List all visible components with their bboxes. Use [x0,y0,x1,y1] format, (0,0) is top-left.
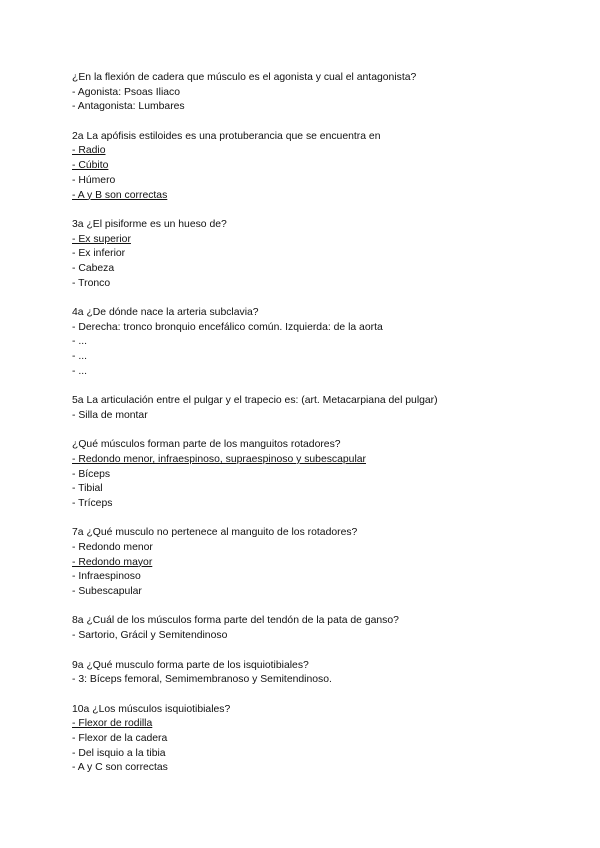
answer-option [72,409,542,424]
answer-option [72,247,542,262]
answer-option-text: - Flexor de la cadera [72,732,168,744]
question-block [72,394,542,423]
answer-option-text: - Antagonista: Lumbares [72,101,185,113]
answer-option [72,262,542,277]
answer-option-marked [72,189,542,204]
answer-option-text: - Húmero [72,174,116,186]
answer-option-text: - Ex inferior [72,248,126,260]
question-block [72,438,542,511]
answer-option-text: - Redondo menor, infraespinoso, supraespinoso y subescapular [72,453,367,465]
question-block [72,306,542,379]
answer-option-text: - Agonista: Psoas Iliaco [72,86,181,98]
answer-option-text: - 3: Bíceps femoral, Semimembranoso y Semitendinoso. [72,674,332,686]
answer-option [72,673,542,688]
answer-option [72,747,542,762]
question-prompt: 10a ¿Los músculos isquiotibiales? [72,703,231,715]
question-block [72,703,542,776]
answer-option-text: - Silla de montar [72,409,148,421]
question-block [72,71,542,115]
answer-option-text: - ... [72,365,88,377]
question-prompt: 4a ¿De dónde nace la arteria subclavia? [72,307,259,318]
question-prompt: 9a ¿Qué musculo forma parte de los isquiotibiales? [72,659,309,671]
answer-option-text: - A y C son correctas [72,762,168,774]
question-prompt: 8a ¿Cuál de los músculos forma parte del tendón de la pata de ganso? [72,615,399,627]
question-prompt: 2a La apófisis estiloides es una protuberancia que se encuentra en [72,130,381,142]
question-prompt: ¿Qué músculos forman parte de los manguitos rotadores? [72,439,341,451]
answer-option [72,482,542,497]
answer-option [72,321,542,336]
answer-option-text: - Cabeza [72,262,115,274]
question-block [72,659,542,688]
question-block [72,218,542,291]
answer-option-text: - Tronco [72,277,111,289]
answer-option [72,732,542,747]
answer-option [72,277,542,292]
question-block [72,526,542,599]
answer-option-text: - Ex superior [72,233,131,245]
answer-option-text: - Del isquio a la tibia [72,747,166,759]
answer-option [72,570,542,585]
answer-option-text: - Flexor de rodilla [72,718,153,730]
answer-option [72,585,542,600]
answer-option-text: - Infraespinoso [72,571,141,583]
question-block [72,130,542,203]
question-prompt: 7a ¿Qué musculo no pertenece al manguito de los rotadores? [72,527,358,539]
question-prompt: 5a La articulación entre el pulgar y el trapecio es: (art. Metacarpiana del pulgar) [72,395,438,407]
answer-option [72,174,542,189]
question-prompt: ¿En la flexión de cadera que músculo es el agonista y cual el antagonista? [72,72,417,83]
answer-option-marked [72,717,542,732]
answer-option [72,350,542,365]
question-prompt: 3a ¿El pisiforme es un hueso de? [72,218,227,230]
answer-option-text: - Derecha: tronco bronquio encefálico común. Izquierda: de la aorta [72,321,383,333]
answer-option [72,761,542,776]
answer-option-marked [72,159,542,174]
answer-option-text: - Redondo mayor [72,556,153,568]
answer-option-text: - A y B son correctas [72,189,168,201]
answer-option-text: - Sartorio, Grácil y Semitendinoso [72,630,228,642]
question-block [72,614,542,643]
answer-option-text: - Tríceps [72,497,113,509]
answer-option [72,497,542,512]
answer-option-text: - Cúbito [72,160,109,172]
answer-option-marked [72,556,542,571]
answer-option-marked [72,453,542,468]
answer-option-text: - ... [72,336,88,348]
document-page [72,71,542,791]
answer-option-text: - Redondo menor [72,542,153,553]
answer-option [72,335,542,350]
answer-option [72,100,542,115]
answer-option [72,86,542,101]
answer-option [72,541,542,556]
answer-option [72,365,542,380]
answer-option-text: - Radio [72,145,106,157]
answer-option-text: - ... [72,351,88,363]
answer-option-text: - Bíceps [72,468,111,480]
answer-option-text: - Tibial [72,483,103,495]
answer-option [72,468,542,483]
answer-option [72,629,542,644]
answer-option-marked [72,233,542,248]
answer-option-text: - Subescapular [72,586,142,598]
answer-option-marked [72,144,542,159]
